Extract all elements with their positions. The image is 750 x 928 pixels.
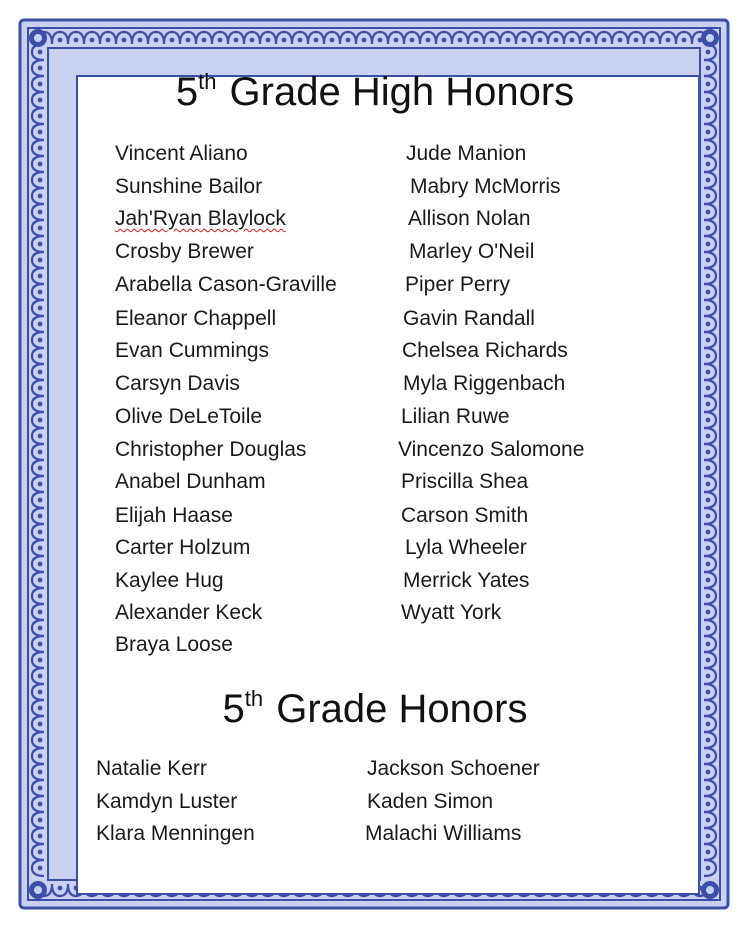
- student-name: Kaylee Hug: [115, 569, 224, 592]
- corner-ornament: [706, 886, 714, 894]
- student-name: Olive DeLeToile: [115, 405, 263, 428]
- student-name: Allison Nolan: [408, 207, 531, 230]
- student-name: Myla Riggenbach: [403, 372, 566, 395]
- student-name: Carsyn Davis: [115, 372, 240, 395]
- student-name: Jah'Ryan Blaylock: [115, 207, 286, 230]
- student-name: Carter Holzum: [115, 536, 251, 559]
- title-number: 5: [175, 70, 199, 114]
- student-name: Anabel Dunham: [115, 470, 266, 493]
- student-name: Vincenzo Salomone: [398, 438, 585, 461]
- title-text: Grade Honors: [265, 687, 528, 731]
- student-name: Christopher Douglas: [115, 438, 307, 461]
- student-name: Priscilla Shea: [401, 470, 529, 493]
- honors-title: [0, 687, 750, 737]
- student-name: Chelsea Richards: [402, 339, 568, 362]
- student-name: Sunshine Bailor: [115, 175, 263, 198]
- student-name: Piper Perry: [405, 273, 511, 296]
- student-name: Alexander Keck: [115, 601, 263, 624]
- student-name: Jackson Schoener: [367, 757, 540, 780]
- student-name: Carson Smith: [401, 504, 529, 527]
- student-name: Eleanor Chappell: [115, 307, 277, 330]
- high-honors-title: [0, 70, 750, 120]
- student-name: Elijah Haase: [115, 504, 233, 527]
- corner-ornament: [706, 34, 714, 42]
- student-name: Mabry McMorris: [410, 175, 561, 198]
- corner-ornament: [34, 34, 42, 42]
- title-text: Grade High Honors: [218, 70, 575, 114]
- student-name: Lyla Wheeler: [405, 536, 527, 559]
- student-name: Vincent Aliano: [115, 142, 248, 165]
- student-name: Malachi Williams: [365, 822, 522, 845]
- title-suffix: th: [244, 686, 264, 711]
- student-name: Arabella Cason-Graville: [115, 273, 337, 296]
- student-name-text: Klara Menningen: [96, 822, 255, 845]
- student-name: Jude Manion: [406, 142, 527, 165]
- title-suffix: th: [198, 69, 217, 94]
- student-name: Crosby Brewer: [115, 240, 254, 263]
- student-name: Gavin Randall: [403, 307, 535, 330]
- corner-ornament: [34, 886, 42, 894]
- student-name: Marley O'Neil: [409, 240, 535, 263]
- student-name: Evan Cummings: [115, 339, 270, 362]
- student-name: [96, 821, 255, 847]
- student-name: Kaden Simon: [367, 790, 494, 813]
- student-name: Lilian Ruwe: [401, 405, 510, 428]
- student-name: Wyatt York: [401, 601, 502, 624]
- student-name: Natalie Kerr: [96, 757, 207, 780]
- title-number: 5: [222, 687, 245, 731]
- student-name: Merrick Yates: [403, 569, 530, 592]
- student-name: Kamdyn Luster: [96, 790, 238, 813]
- student-name: Braya Loose: [115, 633, 233, 656]
